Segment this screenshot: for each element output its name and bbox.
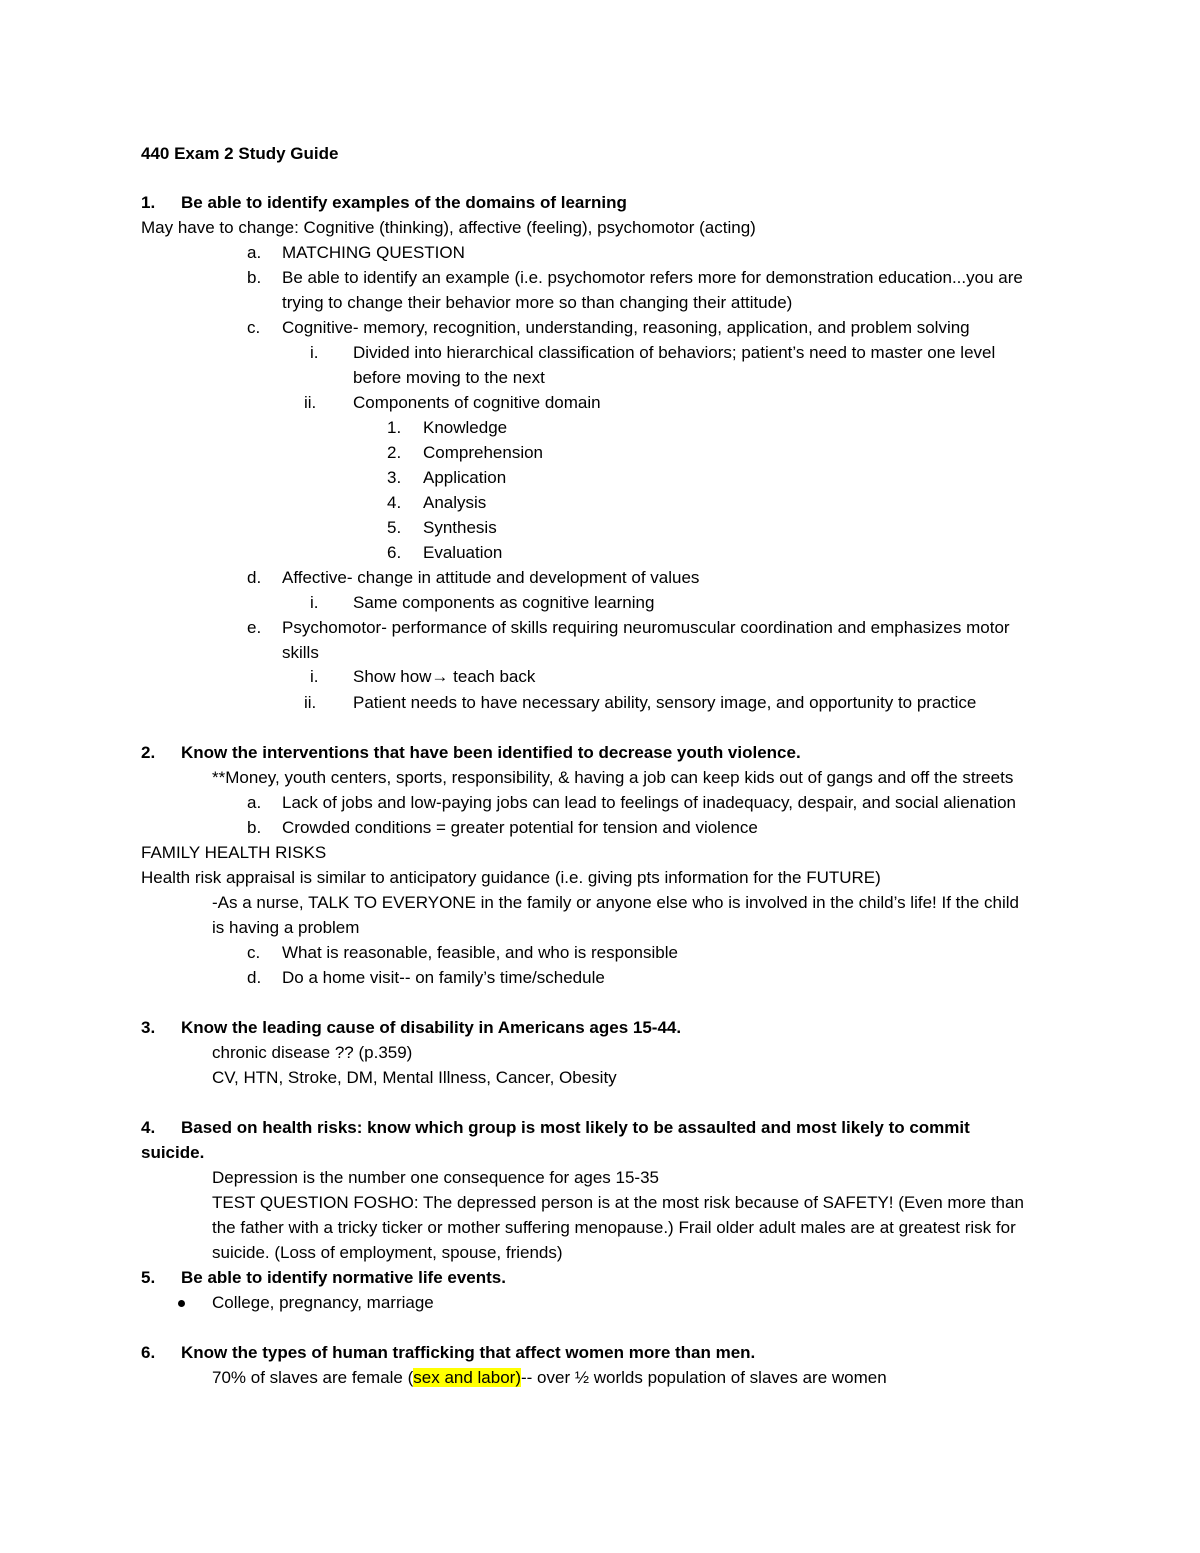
q6-highlighted-text: sex and labor) [413,1368,521,1387]
component-marker: 5. [387,518,402,537]
q1-b-text-line2: trying to change their behavior more so than changing their attitude) [282,293,793,312]
component-marker: 4. [387,493,402,512]
component-item: Comprehension [423,443,544,462]
q3-heading: Know the leading cause of disability in Americans ages 15-44. [181,1018,682,1037]
q2-heading: Know the interventions that have been identified to decrease youth violence. [181,743,801,762]
q2-d-text: Do a home visit-- on family’s time/schedule [282,968,605,987]
q1-e-i-text: Show how→ teach back [353,667,536,686]
q1-e-ii-text: Patient needs to have necessary ability, sensory image, and opportunity to practice [353,693,977,712]
component-marker: 2. [387,443,402,462]
family-health-risks-heading: FAMILY HEALTH RISKS [141,843,327,862]
q1-b-text-line1: Be able to identify an example (i.e. psychomotor refers more for demonstration education...you are [282,268,1023,287]
q6-text-post: -- over ½ worlds population of slaves are women [521,1368,887,1387]
q1-e-i-marker: i. [310,667,319,686]
q4-heading-line2: suicide. [141,1143,205,1162]
component-item: Synthesis [423,518,497,537]
q2-a-marker: a. [247,793,262,812]
q2-b-text: Crowded conditions = greater potential for tension and violence [282,818,758,837]
q2-note: **Money, youth centers, sports, responsibility, & having a job can keep kids out of gangs and off the streets [212,768,1014,787]
q1-a-marker: a. [247,243,262,262]
q4-line4: suicide. (Loss of employment, spouse, friends) [212,1243,563,1262]
component-item: Analysis [423,493,487,512]
q1-d-i-text: Same components as cognitive learning [353,593,655,612]
q2-d-marker: d. [247,968,262,987]
q6-number: 6. [141,1343,156,1362]
q2-number: 2. [141,743,156,762]
document-title: 440 Exam 2 Study Guide [141,144,339,163]
q6-text-pre: 70% of slaves are female ( [212,1368,414,1387]
nurse-note-line1: -As a nurse, TALK TO EVERYONE in the family or anyone else who is involved in the child’s life! If the child [212,893,1019,912]
q1-b-marker: b. [247,268,262,287]
q1-c-marker: c. [247,318,261,337]
q1-e-text-line1: Psychomotor- performance of skills requiring neuromuscular coordination and emphasizes motor [282,618,1010,637]
q1-d-i-marker: i. [310,593,319,612]
q1-d-marker: d. [247,568,262,587]
q4-line1: Depression is the number one consequence for ages 15-35 [212,1168,660,1187]
q1-a-text: MATCHING QUESTION [282,243,465,262]
q1-intro: May have to change: Cognitive (thinking), affective (feeling), psychomotor (acting) [141,218,756,237]
component-marker: 6. [387,543,402,562]
q1-e-ii-marker: ii. [304,693,317,712]
q5-heading: Be able to identify normative life events. [181,1268,506,1287]
q1-c-ii-marker: ii. [304,393,317,412]
component-marker: 1. [387,418,402,437]
q1-number: 1. [141,193,156,212]
q1-c-ii-text: Components of cognitive domain [353,393,601,412]
q3-line1: chronic disease ?? (p.359) [212,1043,413,1062]
component-marker: 3. [387,468,402,487]
q4-line3: the father with a tricky ticker or mother suffering menopause.) Frail older adult males are at greatest risk for [212,1218,1016,1237]
q2-c-marker: c. [247,943,261,962]
q2-b-marker: b. [247,818,262,837]
q4-number: 4. [141,1118,156,1137]
q2-c-text: What is reasonable, feasible, and who is responsible [282,943,678,962]
q1-e-text-line2: skills [282,643,319,662]
bullet-icon [178,1300,185,1307]
q6-heading: Know the types of human trafficking that affect women more than men. [181,1343,756,1362]
component-item: Application [423,468,507,487]
q1-c-i-text-line1: Divided into hierarchical classification of behaviors; patient’s need to master one level [353,343,996,362]
q1-c-i-marker: i. [310,343,319,362]
component-item: Knowledge [423,418,508,437]
q5-number: 5. [141,1268,156,1287]
q3-number: 3. [141,1018,156,1037]
health-risk-appraisal-text: Health risk appraisal is similar to anticipatory guidance (i.e. giving pts information for the FUTURE) [141,868,881,887]
component-item: Evaluation [423,543,503,562]
q2-a-text: Lack of jobs and low-paying jobs can lead to feelings of inadequacy, despair, and social alienation [282,793,1017,812]
q1-heading: Be able to identify examples of the domains of learning [181,193,627,212]
q5-bullet-text: College, pregnancy, marriage [212,1293,434,1312]
q6-line [212,1365,887,1390]
q1-c-i-text-line2: before moving to the next [353,368,545,387]
q1-d-text: Affective- change in attitude and development of values [282,568,700,587]
q3-line2: CV, HTN, Stroke, DM, Mental Illness, Cancer, Obesity [212,1068,617,1087]
q1-e-marker: e. [247,618,262,637]
nurse-note-line2: is having a problem [212,918,360,937]
q4-line2: TEST QUESTION FOSHO: The depressed person is at the most risk because of SAFETY! (Even more than [212,1193,1024,1212]
q4-heading-line1: Based on health risks: know which group is most likely to be assaulted and most likely to commit [181,1118,970,1137]
q1-c-text: Cognitive- memory, recognition, understanding, reasoning, application, and problem solving [282,318,970,337]
